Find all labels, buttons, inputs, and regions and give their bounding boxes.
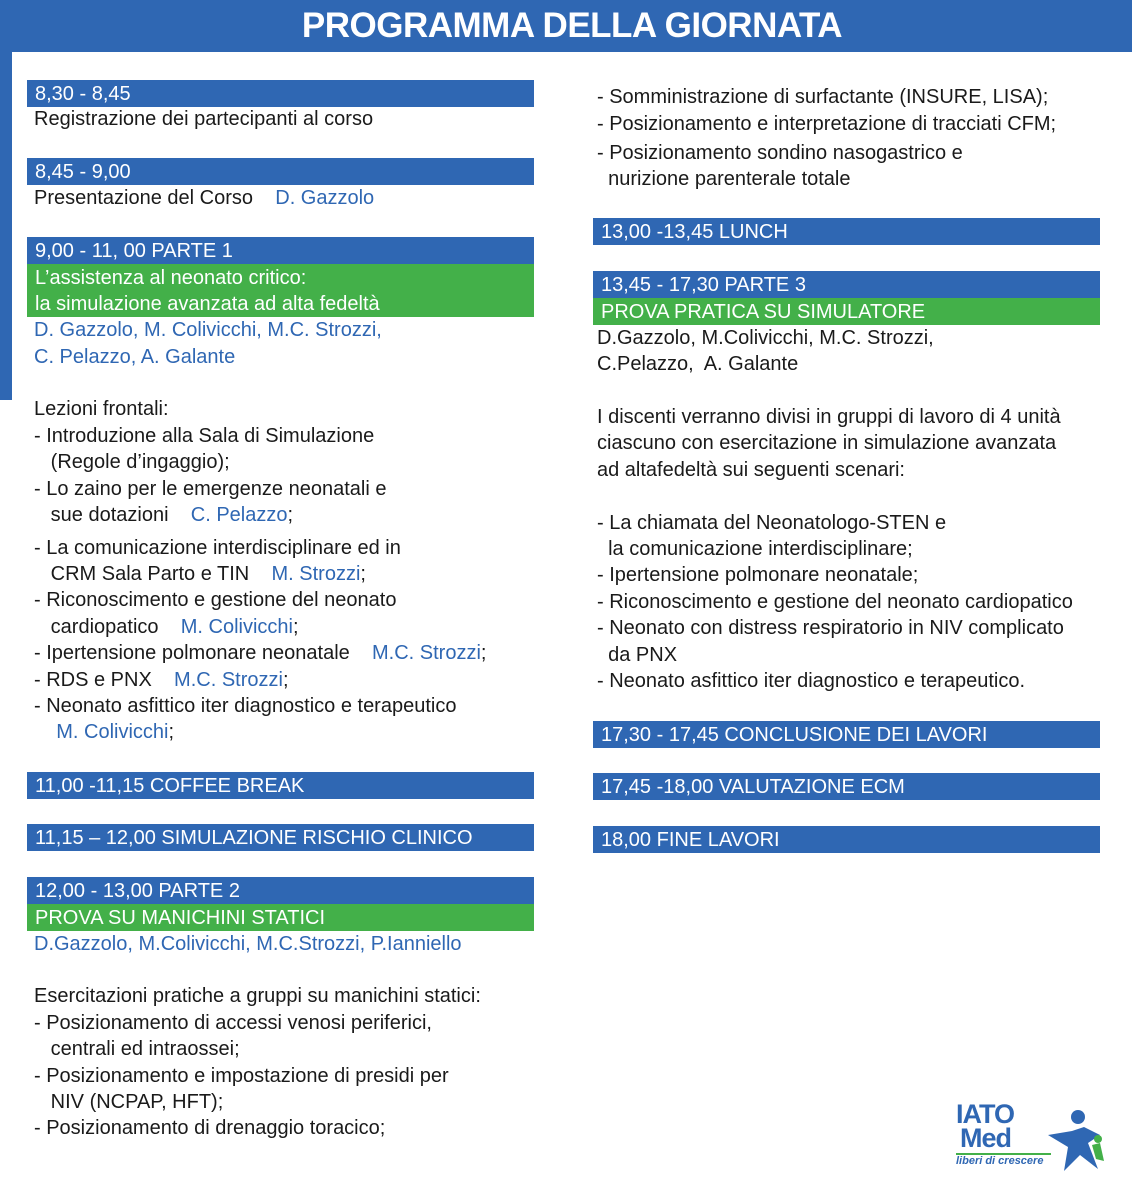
time-bar: 17,30 - 17,45 CONCLUSIONE DEI LAVORI xyxy=(593,721,1100,748)
time-bar: 13,00 -13,45 LUNCH xyxy=(593,218,1100,245)
time-bar: 13,45 - 17,30 PARTE 3 xyxy=(593,271,1100,298)
list-item: - La comunicazione interdisciplinare ed in xyxy=(34,537,401,559)
topic-bar: PROVA PRATICA SU SIMULATORE xyxy=(593,298,1100,325)
list-item: sue dotazioni C. Pelazzo; xyxy=(34,504,294,526)
list-item: - Posizionamento di accessi venosi periferici, xyxy=(34,1012,432,1034)
iatomed-logo xyxy=(950,1100,1110,1175)
list-item: - Posizionamento e interpretazione di tracciati CFM; xyxy=(597,113,1057,135)
speaker: C. Pelazzo xyxy=(190,504,288,526)
list-item: - Posizionamento di drenaggio toracico; xyxy=(34,1117,386,1139)
session-text: Registrazione dei partecipanti al corso xyxy=(34,108,374,130)
speaker: M.C. Strozzi xyxy=(174,669,283,691)
speaker: M.C. Strozzi xyxy=(372,642,481,664)
list-item: cardiopatico M. Colivicchi; xyxy=(34,616,299,638)
time-bar: 11,00 -11,15 COFFEE BREAK xyxy=(27,772,534,799)
list-item: - Riconoscimento e gestione del neonato xyxy=(34,589,397,611)
list-item: - Neonato asfittico iter diagnostico e terapeutico. xyxy=(597,670,1026,692)
time-bar: 9,00 - 11, 00 PARTE 1 xyxy=(27,237,534,264)
speakers: C.Pelazzo, A. Galante xyxy=(597,353,799,375)
description: ad altafedeltà sui seguenti scenari: xyxy=(597,459,905,481)
list-heading: Lezioni frontali: xyxy=(34,398,169,420)
logo-tagline: liberi di crescere xyxy=(956,1155,1044,1167)
topic-bar: PROVA SU MANICHINI STATICI xyxy=(27,904,534,931)
list-item: - Riconoscimento e gestione del neonato cardiopatico xyxy=(597,591,1073,613)
list-item: - La chiamata del Neonatologo-STEN e xyxy=(597,512,947,534)
list-item: - Posizionamento e impostazione di presidi per xyxy=(34,1065,449,1087)
list-item: da PNX xyxy=(597,644,678,666)
list-item: CRM Sala Parto e TIN M. Strozzi; xyxy=(34,563,366,585)
title-bar xyxy=(12,0,1132,52)
list-item: - Neonato asfittico iter diagnostico e terapeutico xyxy=(34,695,457,717)
list-item: (Regole d’ingaggio); xyxy=(34,451,230,473)
description: ciascuno con esercitazione in simulazione avanzata xyxy=(597,432,1057,454)
time-bar: 17,45 -18,00 VALUTAZIONE ECM xyxy=(593,773,1100,800)
list-item: M. Colivicchi; xyxy=(56,721,175,743)
time-bar: 8,30 - 8,45 xyxy=(27,80,534,107)
list-item: - Ipertensione polmonare neonatale M.C. Strozzi; xyxy=(34,642,487,664)
list-item: - RDS e PNX M.C. Strozzi; xyxy=(34,669,289,691)
time-bar: 18,00 FINE LAVORI xyxy=(593,826,1100,853)
logo-text: IATO xyxy=(956,1099,1015,1129)
list-heading: Esercitazioni pratiche a gruppi su manichini statici: xyxy=(34,985,481,1007)
speakers: C. Pelazzo, A. Galante xyxy=(34,346,236,368)
list-item: NIV (NCPAP, HFT); xyxy=(34,1091,224,1113)
list-item: - Posizionamento sondino nasogastrico e xyxy=(597,142,963,164)
speaker: M. Strozzi xyxy=(271,563,361,585)
description: I discenti verranno divisi in gruppi di lavoro di 4 unità xyxy=(597,406,1061,428)
time-bar: 12,00 - 13,00 PARTE 2 xyxy=(27,877,534,904)
speakers: D. Gazzolo, M. Colivicchi, M.C. Strozzi, xyxy=(34,319,382,341)
speaker: M. Colivicchi xyxy=(180,616,293,638)
left-accent-stripe xyxy=(0,0,12,400)
page-title: PROGRAMMA DELLA GIORNATA xyxy=(301,6,843,45)
logo-text: Med xyxy=(960,1123,1011,1153)
time-bar: 11,15 – 12,00 SIMULAZIONE RISCHIO CLINICO xyxy=(27,824,534,851)
list-item: - Neonato con distress respiratorio in NIV complicato xyxy=(597,617,1064,639)
list-item: la comunicazione interdisciplinare; xyxy=(597,538,913,560)
speaker: D. Gazzolo xyxy=(275,187,375,209)
star-figure-icon xyxy=(1038,1105,1108,1175)
list-item: - Ipertensione polmonare neonatale; xyxy=(597,564,919,586)
list-item: - Somministrazione di surfactante (INSURE, LISA); xyxy=(597,86,1049,108)
speakers: D.Gazzolo, M.Colivicchi, M.C.Strozzi, P.Ianniello xyxy=(34,933,462,955)
speaker: M. Colivicchi xyxy=(56,721,169,743)
topic-bar: la simulazione avanzata ad alta fedeltà xyxy=(27,290,534,317)
list-item: - Lo zaino per le emergenze neonatali e xyxy=(34,478,387,500)
session-text: Presentazione del Corso D. Gazzolo xyxy=(34,187,375,209)
topic-bar: L’assistenza al neonato critico: xyxy=(27,264,534,291)
speakers: D.Gazzolo, M.Colivicchi, M.C. Strozzi, xyxy=(597,327,934,349)
list-item: nurizione parenterale totale xyxy=(597,168,851,190)
list-item: - Introduzione alla Sala di Simulazione xyxy=(34,425,375,447)
list-item: centrali ed intraossei; xyxy=(34,1038,240,1060)
time-bar: 8,45 - 9,00 xyxy=(27,158,534,185)
